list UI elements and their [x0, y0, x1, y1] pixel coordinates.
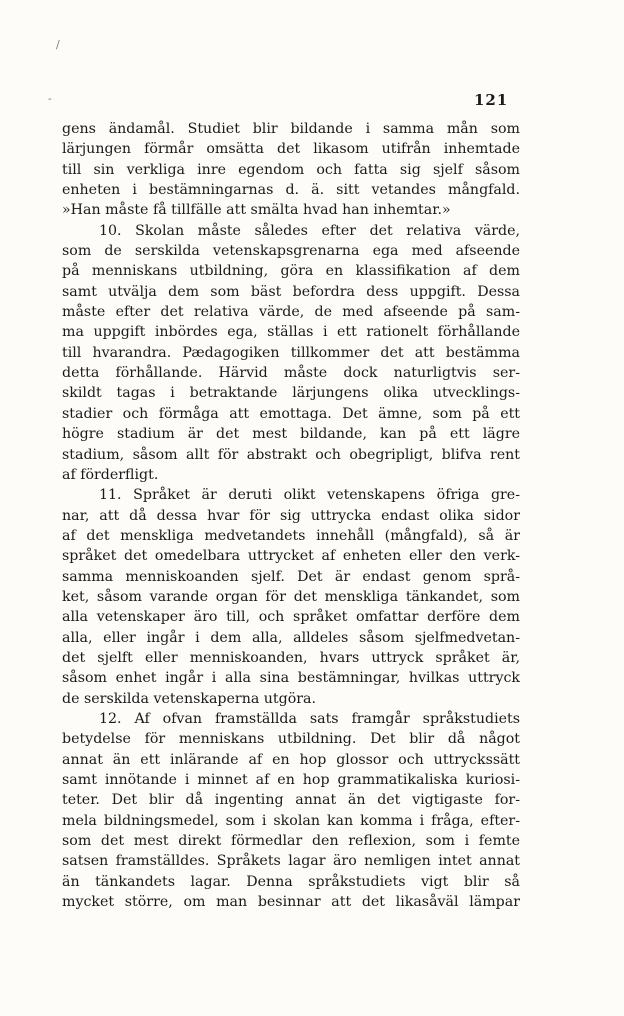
text-line: lärjungen förmår omsätta det likasom utifrån inhemtade: [62, 141, 520, 158]
text-line: betydelse för menniskans utbildning. Det blir då något: [62, 731, 520, 748]
text-line: stadium, såsom allt för abstrakt och obegripligt, blifva rent: [62, 446, 520, 463]
text-line: såsom enhet ingår i alla sina bestämningar, hvilkas uttryck: [62, 670, 520, 687]
text-line: nar, att då dessa hvar för sig uttrycka endast olika sidor: [62, 507, 520, 524]
text-line: ket, såsom varande organ för det menskliga tänkandet, som: [62, 588, 520, 605]
text-line: som de serskilda vetenskapsgrenarna ega med afseende: [62, 243, 520, 260]
text-line: enheten i bestämningarnas d. ä. sitt vetandes mångfald.: [62, 182, 520, 199]
text-line: till hvarandra. Pædagogiken tillkommer det att bestämma: [62, 344, 520, 361]
text-line: samma menniskoanden sjelf. Det är endast genom språ-: [62, 568, 520, 585]
text-line: af det menskliga medvetandets innehåll (mångfald), så är: [62, 527, 520, 544]
text-line: skildt tagas i betraktande lärjungens olika utvecklings-: [62, 385, 520, 402]
text-line: stadier och förmåga att emottaga. Det ämne, som på ett: [62, 405, 520, 422]
margin-mark: /: [56, 38, 60, 51]
text-line: de serskilda vetenskaperna utgöra.: [62, 690, 317, 707]
text-line: gens ändamål. Studiet blir bildande i samma mån som: [62, 121, 520, 137]
text-line: 10. Skolan måste således efter det relativa värde,: [99, 222, 520, 239]
text-line: teter. Det blir då ingenting annat än det vigtigaste for-: [62, 792, 520, 809]
text-line: 11. Språket är deruti olikt vetenskapens öfriga gre-: [99, 487, 520, 504]
text-line: annat än ett inlärande af en hop glossor och uttryckssätt: [62, 751, 520, 768]
text-line: samt innötande i minnet af en hop grammatikaliska kuriosi-: [62, 772, 520, 788]
text-line: som det mest direkt förmedlar den reflexion, som i femte: [62, 833, 520, 850]
body-text: [62, 119, 520, 912]
text-line: till sin verkliga inre egendom och fatta sig sjelf såsom: [62, 161, 520, 178]
text-line: detta förhållande. Härvid måste dock naturligtvis ser-: [62, 365, 520, 382]
text-line: mycket större, om man besinnar att det likasåväl lämpar: [62, 894, 520, 911]
text-line: ma uppgift inbördes ega, ställas i ett rationelt förhållande: [62, 324, 520, 341]
page-number: 121: [474, 91, 509, 109]
text-line: satsen framställdes. Språkets lagar äro nemligen intet annat: [62, 853, 520, 870]
text-line: än tänkandets lagar. Denna språkstudiets vigt blir så: [62, 873, 520, 890]
text-line: alla, eller ingår i dem alla, alldeles såsom sjelfmedvetan-: [62, 629, 520, 646]
text-line: af förderfligt.: [62, 466, 159, 483]
text-line: högre stadium är det mest bildande, kan på ett lägre: [62, 426, 520, 443]
text-line: samt utvälja dem som bäst befordra dess uppgift. Dessa: [62, 283, 520, 300]
margin-mark: -: [48, 92, 52, 105]
text-line: »Han måste få tillfälle att smälta hvad han inhemtar.»: [62, 202, 451, 219]
text-line: språket det omedelbara uttrycket af enheten eller den verk-: [62, 548, 520, 565]
text-line: alla vetenskaper äro till, och språket omfattar derföre dem: [62, 609, 520, 626]
text-line: 12. Af ofvan framställda sats framgår språkstudiets: [99, 710, 520, 727]
text-line: mela bildningsmedel, som i skolan kan komma i fråga, efter-: [62, 812, 520, 829]
text-line: på menniskans utbildning, göra en klassifikation af dem: [62, 263, 520, 280]
text-line: måste efter det relativa värde, de med afseende på sam-: [62, 304, 520, 321]
text-line: det sjelft eller menniskoanden, hvars uttryck språket är,: [62, 649, 520, 666]
